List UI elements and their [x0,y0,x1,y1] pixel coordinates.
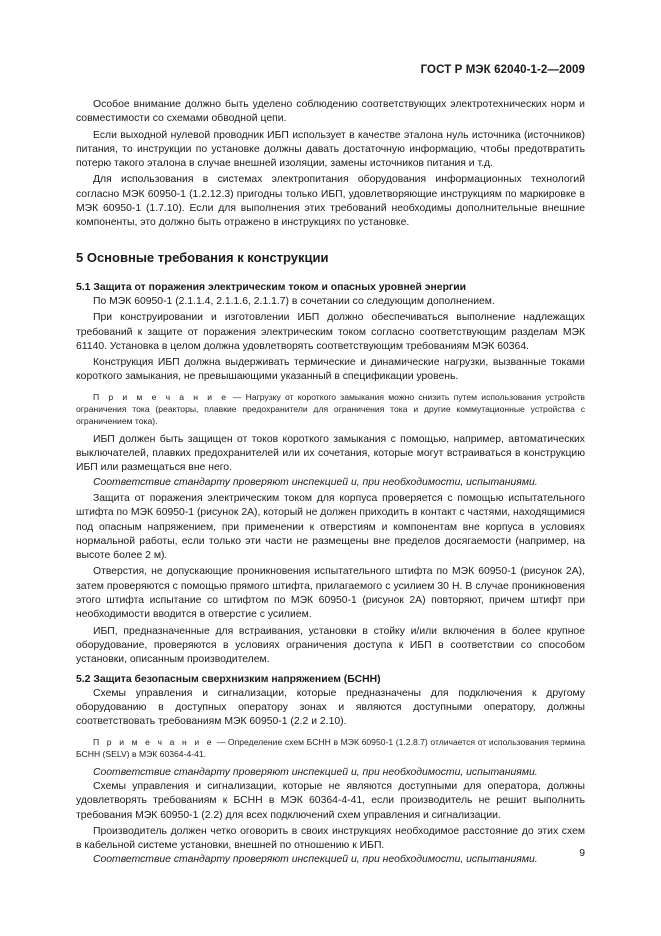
paragraph: При конструировании и изготовлении ИБП должно обеспечиваться выполнение надлежащих требований к защите от поражения электрическим током согласно соответствующим разделам МЭК 61140. Установка в целом должна удовлетворять соответствующим требованиям МЭК 60364. [76,312,585,352]
subsection-5-1-heading: 5.1 Защита от поражения электрическим током и опасных уровней энергии [76,281,467,293]
paragraph: Для использования в системах электропитания оборудования информационных технологий согласно МЭК 60950-1 (1.2.12.3) пригодны только ИБП, удовлетворяющие инструкциям по маркировке в МЭК 60950-1 (1.7.10). Если для выполнения этих требований необходимы дополнительные внешние компоненты, это должно быть отражено в инструкциях по установке. [76,174,585,229]
document-code-header: ГОСТ Р МЭК 62040-1-2—2009 [420,64,585,76]
subsection-5-2-heading: 5.2 Защита безопасным сверхнизким напряжением (БСНН) [76,673,381,685]
paragraph: Конструкция ИБП должна выдерживать термические и динамические нагрузки, вызванные токами короткого замыкания, не превышающими указанный в спецификации уровень. [76,357,585,383]
compliance-statement: Соответствие стандарту проверяют инспекцией и, при необходимости, испытаниями. [93,476,538,488]
paragraph: Если выходной нулевой проводник ИБП использует в качестве эталона нуль источника (источников) питания, то инструкции по установке должны давать достаточную информацию, чтобы предотвратить потерю такого эталона в случае внешней изоляции, замены источников питания и т.д. [76,129,585,170]
note [76,391,585,427]
paragraph: Особое внимание должно быть уделено соблюдению соответствующих электротехнических норм и совместимости со схемами обводной цепи. [76,99,585,125]
compliance-statement: Соответствие стандарту проверяют инспекцией и, при необходимости, испытаниями. [93,766,538,778]
paragraph: ИБП должен быть защищен от токов короткого замыкания с помощью, например, автоматических выключателей, плавких предохранителей или их сочетания, которые могут встраиваться в конструкцию ИБП или размещаться вне него. [76,433,585,474]
section-5-heading: 5 Основные требования к конструкции [76,249,329,265]
page-number: 9 [579,848,585,859]
paragraph: Отверстия, не допускающие проникновения испытательного штифта по МЭК 60950-1 (рисунок 2А), затем проверяются с помощью прямого штифта, прилагаемого с усилием 30 Н. В случае проникновения этого штифта испытание со штифтом по МЭК 60950-1 (рисунок 2А) повторяют, причем штифт при необходимости вводится в отверстие с усилием. [76,566,585,621]
note-text: — Нагрузку от короткого замыкания можно снизить путем использования устройств ограничения тока (реакторы, плавкие предохранители для ограничения тока и другие коммутационные устройства с ограничением тока). [76,391,586,426]
paragraph: ИБП, предназначенные для встраивания, установки в стойку и/или включения в более крупное оборудование, проверяются в условиях ограничения доступа к ИБП в соответствии со способом установки, описанным производителем. [76,625,585,666]
note-text: — Определение схем БСНН в МЭК 60950-1 (1.2.8.7) отличается от использования термина БСНН (SELV) в МЭК 60364-4-41. [76,736,585,759]
paragraph: Схемы управления и сигнализации, которые не являются доступными для оператора, должны удовлетворять требованиям к БСНН в МЭК 60364-4-41, если производитель не решит выполнить требования МЭК 60950-1 (2.2) для всех подключений схем управления и сигнализации. [76,780,585,821]
page-content [76,98,585,868]
paragraph: По МЭК 60950-1 (2.1.1.4, 2.1.1.6, 2.1.1.7) в сочетании со следующим дополнением. [93,295,495,307]
compliance-statement: Соответствие стандарту проверяют инспекцией и, при необходимости, испытаниями. [93,854,538,866]
paragraph: Схемы управления и сигнализации, которые предназначены для подключения к другому оборудованию в доступных оператору зонах и являются доступными оператору, должны соответствовать требованиям МЭК 60950-1 (2.2 и 2.10). [76,687,585,728]
paragraph: Производитель должен четко оговорить в своих инструкциях необходимое расстояние до этих схем в кабельной системе установки, внешней по отношению к ИБП. [76,825,585,852]
note [76,736,585,760]
note-label: П р и м е ч а н и е [93,736,215,747]
paragraph: Защита от поражения электрическим током для корпуса проверяется с помощью испытательного штифта по МЭК 60950-1 (рисунок 2А), который не должен приходить в контакт с частями, находящимися под опасным напряжением, при применении к отверстиям и компонентам вне корпуса в условиях нормальной работы, если только эти части не размещены вне пределов досягаемости (например, на высоте более 2 м). [76,492,585,562]
note-label: П р и м е ч а н и е [93,391,229,402]
